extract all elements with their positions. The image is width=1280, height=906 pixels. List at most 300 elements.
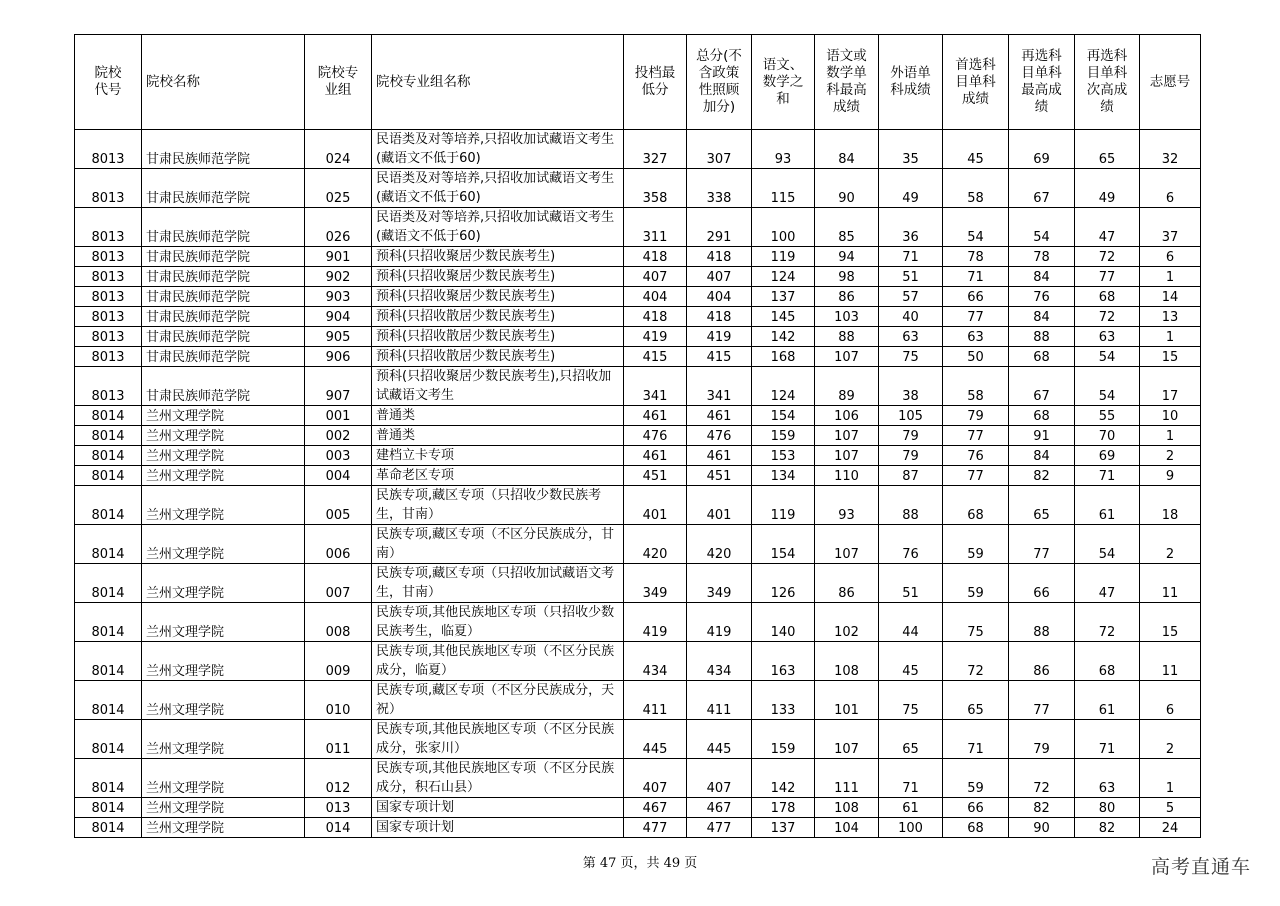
column-header-text: 语文或 bbox=[826, 48, 867, 64]
cell-code: 8014 bbox=[75, 525, 142, 564]
cell-total: 291 bbox=[687, 208, 752, 247]
cell-re-high: 76 bbox=[1009, 287, 1075, 307]
table-row bbox=[75, 603, 1201, 642]
cell-re-second: 68 bbox=[1075, 287, 1140, 307]
cell-first: 78 bbox=[943, 247, 1009, 267]
cell-group: 905 bbox=[305, 327, 372, 347]
cell-name: 民族专项,其他民族地区专项（不区分民族成分，临夏） bbox=[372, 642, 624, 681]
cell-min: 401 bbox=[624, 486, 687, 525]
cell-min: 451 bbox=[624, 466, 687, 486]
cell-school: 兰州文理学院 bbox=[142, 759, 305, 798]
cell-total: 461 bbox=[687, 446, 752, 466]
cell-cm: 159 bbox=[752, 720, 815, 759]
column-header-text: 成绩 bbox=[833, 99, 860, 115]
cell-first: 66 bbox=[943, 798, 1009, 818]
cell-min: 418 bbox=[624, 247, 687, 267]
cell-school: 甘肃民族师范学院 bbox=[142, 208, 305, 247]
cell-single: 107 bbox=[815, 720, 879, 759]
cell-single: 106 bbox=[815, 406, 879, 426]
cell-first: 54 bbox=[943, 208, 1009, 247]
cell-first: 65 bbox=[943, 681, 1009, 720]
cell-single: 93 bbox=[815, 486, 879, 525]
column-header-text: 志愿号 bbox=[1149, 73, 1191, 90]
cell-re-second: 77 bbox=[1075, 267, 1140, 287]
cell-min: 419 bbox=[624, 603, 687, 642]
cell-total: 307 bbox=[687, 130, 752, 169]
cell-foreign: 105 bbox=[879, 406, 943, 426]
cell-re-second: 82 bbox=[1075, 818, 1140, 838]
column-header-text: 次高成 bbox=[1086, 82, 1128, 98]
cell-name: 预科(只招收散居少数民族考生) bbox=[372, 347, 624, 367]
cell-first: 77 bbox=[943, 466, 1009, 486]
cell-total: 445 bbox=[687, 720, 752, 759]
cell-code: 8014 bbox=[75, 681, 142, 720]
cell-code: 8014 bbox=[75, 426, 142, 446]
column-header-text: 投档最 bbox=[634, 65, 676, 81]
cell-name: 预科(只招收散居少数民族考生) bbox=[372, 307, 624, 327]
cell-first: 77 bbox=[943, 426, 1009, 446]
cell-total: 419 bbox=[687, 603, 752, 642]
cell-cm: 142 bbox=[752, 327, 815, 347]
cell-first: 79 bbox=[943, 406, 1009, 426]
cell-cm: 119 bbox=[752, 247, 815, 267]
table-row bbox=[75, 525, 1201, 564]
cell-cm: 93 bbox=[752, 130, 815, 169]
cell-foreign: 71 bbox=[879, 759, 943, 798]
cell-name: 民族专项,藏区专项（不区分民族成分，甘南） bbox=[372, 525, 624, 564]
cell-first: 68 bbox=[943, 818, 1009, 838]
cell-first: 71 bbox=[943, 267, 1009, 287]
cell-cm: 178 bbox=[752, 798, 815, 818]
cell-school: 甘肃民族师范学院 bbox=[142, 247, 305, 267]
column-header bbox=[1140, 35, 1201, 130]
cell-single: 102 bbox=[815, 603, 879, 642]
cell-re-high: 86 bbox=[1009, 642, 1075, 681]
cell-first: 59 bbox=[943, 759, 1009, 798]
cell-foreign: 61 bbox=[879, 798, 943, 818]
cell-re-second: 71 bbox=[1075, 720, 1140, 759]
cell-name: 民族专项,藏区专项（不区分民族成分，天祝） bbox=[372, 681, 624, 720]
cell-school: 甘肃民族师范学院 bbox=[142, 327, 305, 347]
cell-foreign: 100 bbox=[879, 818, 943, 838]
cell-re-high: 90 bbox=[1009, 818, 1075, 838]
cell-total: 461 bbox=[687, 406, 752, 426]
column-header-text: 院校名称 bbox=[146, 73, 200, 90]
cell-school: 甘肃民族师范学院 bbox=[142, 367, 305, 406]
cell-total: 434 bbox=[687, 642, 752, 681]
cell-group: 902 bbox=[305, 267, 372, 287]
cell-min: 434 bbox=[624, 642, 687, 681]
cell-foreign: 51 bbox=[879, 564, 943, 603]
cell-foreign: 79 bbox=[879, 426, 943, 446]
cell-vol: 37 bbox=[1140, 208, 1201, 247]
cell-foreign: 79 bbox=[879, 446, 943, 466]
column-header-text: 语文、 bbox=[762, 56, 804, 73]
cell-school: 兰州文理学院 bbox=[142, 564, 305, 603]
cell-group: 009 bbox=[305, 642, 372, 681]
cell-vol: 32 bbox=[1140, 130, 1201, 169]
column-header bbox=[752, 35, 815, 130]
cell-re-high: 67 bbox=[1009, 367, 1075, 406]
cell-total: 411 bbox=[687, 681, 752, 720]
cell-re-second: 54 bbox=[1075, 347, 1140, 367]
cell-group: 012 bbox=[305, 759, 372, 798]
cell-min: 407 bbox=[624, 267, 687, 287]
cell-name: 革命老区专项 bbox=[372, 466, 624, 486]
cell-re-second: 72 bbox=[1075, 603, 1140, 642]
column-header-text: 院校专业组名称 bbox=[376, 73, 471, 90]
table-row bbox=[75, 130, 1201, 169]
cell-group: 026 bbox=[305, 208, 372, 247]
cell-school: 甘肃民族师范学院 bbox=[142, 347, 305, 367]
cell-cm: 154 bbox=[752, 525, 815, 564]
column-header bbox=[815, 35, 879, 130]
cell-first: 76 bbox=[943, 446, 1009, 466]
cell-vol: 15 bbox=[1140, 603, 1201, 642]
watermark: 高考直通车 bbox=[1150, 856, 1251, 878]
cell-single: 107 bbox=[815, 426, 879, 446]
cell-foreign: 87 bbox=[879, 466, 943, 486]
cell-code: 8013 bbox=[75, 208, 142, 247]
cell-single: 107 bbox=[815, 347, 879, 367]
column-header-text: 最高成 bbox=[1021, 82, 1062, 98]
cell-re-high: 84 bbox=[1009, 267, 1075, 287]
cell-single: 108 bbox=[815, 798, 879, 818]
cell-single: 86 bbox=[815, 287, 879, 307]
cell-name: 民族专项,其他民族地区专项（只招收少数民族考生，临夏） bbox=[372, 603, 624, 642]
cell-cm: 119 bbox=[752, 486, 815, 525]
cell-school: 甘肃民族师范学院 bbox=[142, 130, 305, 169]
cell-total: 349 bbox=[687, 564, 752, 603]
cell-group: 907 bbox=[305, 367, 372, 406]
cell-re-second: 63 bbox=[1075, 759, 1140, 798]
table-row bbox=[75, 406, 1201, 426]
cell-re-high: 82 bbox=[1009, 798, 1075, 818]
cell-code: 8013 bbox=[75, 247, 142, 267]
column-header-text: 成绩 bbox=[962, 90, 989, 107]
column-header-text: 科成绩 bbox=[890, 82, 931, 98]
column-header-text: 再选科 bbox=[1021, 48, 1062, 64]
cell-vol: 1 bbox=[1140, 426, 1201, 446]
cell-school: 甘肃民族师范学院 bbox=[142, 169, 305, 208]
cell-foreign: 40 bbox=[879, 307, 943, 327]
cell-name: 民语类及对等培养,只招收加试藏语文考生(藏语文不低于60) bbox=[372, 169, 624, 208]
cell-first: 59 bbox=[943, 525, 1009, 564]
cell-vol: 24 bbox=[1140, 818, 1201, 838]
cell-group: 001 bbox=[305, 406, 372, 426]
cell-total: 401 bbox=[687, 486, 752, 525]
cell-cm: 137 bbox=[752, 287, 815, 307]
cell-first: 45 bbox=[943, 130, 1009, 169]
cell-name: 民族专项,其他民族地区专项（不区分民族成分，积石山县） bbox=[372, 759, 624, 798]
cell-total: 418 bbox=[687, 307, 752, 327]
cell-foreign: 57 bbox=[879, 287, 943, 307]
cell-code: 8013 bbox=[75, 307, 142, 327]
cell-cm: 115 bbox=[752, 169, 815, 208]
cell-vol: 11 bbox=[1140, 642, 1201, 681]
cell-foreign: 71 bbox=[879, 247, 943, 267]
cell-total: 338 bbox=[687, 169, 752, 208]
cell-total: 407 bbox=[687, 759, 752, 798]
cell-vol: 1 bbox=[1140, 267, 1201, 287]
column-header-text: 绩 bbox=[1034, 99, 1049, 115]
cell-code: 8014 bbox=[75, 818, 142, 838]
cell-code: 8013 bbox=[75, 367, 142, 406]
cell-name: 国家专项计划 bbox=[372, 818, 624, 838]
cell-school: 兰州文理学院 bbox=[142, 446, 305, 466]
cell-foreign: 51 bbox=[879, 267, 943, 287]
cell-foreign: 38 bbox=[879, 367, 943, 406]
cell-re-second: 54 bbox=[1075, 367, 1140, 406]
cell-first: 66 bbox=[943, 287, 1009, 307]
column-header-text: 院校 bbox=[94, 65, 122, 81]
cell-re-second: 65 bbox=[1075, 130, 1140, 169]
cell-school: 兰州文理学院 bbox=[142, 681, 305, 720]
cell-re-high: 79 bbox=[1009, 720, 1075, 759]
cell-re-second: 63 bbox=[1075, 327, 1140, 347]
cell-min: 311 bbox=[624, 208, 687, 247]
cell-code: 8013 bbox=[75, 347, 142, 367]
cell-re-second: 72 bbox=[1075, 247, 1140, 267]
cell-min: 349 bbox=[624, 564, 687, 603]
cell-re-high: 68 bbox=[1009, 347, 1075, 367]
table-row bbox=[75, 466, 1201, 486]
cell-vol: 15 bbox=[1140, 347, 1201, 367]
cell-first: 50 bbox=[943, 347, 1009, 367]
cell-re-second: 47 bbox=[1075, 208, 1140, 247]
cell-group: 010 bbox=[305, 681, 372, 720]
cell-min: 467 bbox=[624, 798, 687, 818]
cell-foreign: 49 bbox=[879, 169, 943, 208]
cell-foreign: 75 bbox=[879, 347, 943, 367]
cell-code: 8013 bbox=[75, 169, 142, 208]
cell-foreign: 44 bbox=[879, 603, 943, 642]
cell-total: 415 bbox=[687, 347, 752, 367]
cell-single: 107 bbox=[815, 446, 879, 466]
cell-min: 341 bbox=[624, 367, 687, 406]
cell-foreign: 76 bbox=[879, 525, 943, 564]
table-row bbox=[75, 327, 1201, 347]
cell-min: 327 bbox=[624, 130, 687, 169]
column-header-text: 科最高 bbox=[826, 82, 867, 98]
cell-code: 8014 bbox=[75, 603, 142, 642]
cell-code: 8013 bbox=[75, 327, 142, 347]
table-row bbox=[75, 818, 1201, 838]
cell-total: 419 bbox=[687, 327, 752, 347]
cell-foreign: 75 bbox=[879, 681, 943, 720]
table-row bbox=[75, 426, 1201, 446]
table-row bbox=[75, 564, 1201, 603]
cell-first: 77 bbox=[943, 307, 1009, 327]
cell-re-second: 72 bbox=[1075, 307, 1140, 327]
cell-name: 普通类 bbox=[372, 426, 624, 446]
column-header bbox=[372, 35, 624, 130]
cell-group: 003 bbox=[305, 446, 372, 466]
column-header bbox=[1075, 35, 1140, 130]
table-row bbox=[75, 720, 1201, 759]
cell-group: 005 bbox=[305, 486, 372, 525]
cell-vol: 18 bbox=[1140, 486, 1201, 525]
column-header bbox=[943, 35, 1009, 130]
cell-single: 89 bbox=[815, 367, 879, 406]
cell-total: 418 bbox=[687, 247, 752, 267]
table-row bbox=[75, 307, 1201, 327]
cell-re-high: 69 bbox=[1009, 130, 1075, 169]
cell-vol: 14 bbox=[1140, 287, 1201, 307]
cell-single: 108 bbox=[815, 642, 879, 681]
cell-vol: 1 bbox=[1140, 759, 1201, 798]
cell-cm: 163 bbox=[752, 642, 815, 681]
cell-code: 8014 bbox=[75, 406, 142, 426]
cell-group: 025 bbox=[305, 169, 372, 208]
cell-vol: 10 bbox=[1140, 406, 1201, 426]
column-header-text: 院校专 bbox=[317, 65, 359, 81]
cell-min: 404 bbox=[624, 287, 687, 307]
cell-min: 418 bbox=[624, 307, 687, 327]
cell-first: 63 bbox=[943, 327, 1009, 347]
cell-foreign: 35 bbox=[879, 130, 943, 169]
cell-school: 甘肃民族师范学院 bbox=[142, 267, 305, 287]
cell-cm: 140 bbox=[752, 603, 815, 642]
cell-school: 甘肃民族师范学院 bbox=[142, 307, 305, 327]
cell-re-high: 77 bbox=[1009, 681, 1075, 720]
cell-vol: 13 bbox=[1140, 307, 1201, 327]
cell-re-high: 78 bbox=[1009, 247, 1075, 267]
cell-school: 兰州文理学院 bbox=[142, 466, 305, 486]
cell-first: 75 bbox=[943, 603, 1009, 642]
cell-min: 407 bbox=[624, 759, 687, 798]
cell-name: 预科(只招收聚居少数民族考生) bbox=[372, 247, 624, 267]
cell-first: 58 bbox=[943, 367, 1009, 406]
cell-code: 8014 bbox=[75, 720, 142, 759]
table-body bbox=[75, 130, 1201, 838]
cell-re-high: 91 bbox=[1009, 426, 1075, 446]
cell-re-high: 84 bbox=[1009, 307, 1075, 327]
cell-group: 903 bbox=[305, 287, 372, 307]
cell-group: 011 bbox=[305, 720, 372, 759]
cell-first: 71 bbox=[943, 720, 1009, 759]
cell-school: 兰州文理学院 bbox=[142, 486, 305, 525]
cell-code: 8014 bbox=[75, 486, 142, 525]
cell-single: 107 bbox=[815, 525, 879, 564]
table-row bbox=[75, 247, 1201, 267]
cell-group: 004 bbox=[305, 466, 372, 486]
cell-group: 002 bbox=[305, 426, 372, 446]
cell-cm: 124 bbox=[752, 367, 815, 406]
column-header-text: 再选科 bbox=[1086, 48, 1128, 64]
cell-name: 预科(只招收散居少数民族考生) bbox=[372, 327, 624, 347]
cell-re-second: 70 bbox=[1075, 426, 1140, 446]
cell-cm: 100 bbox=[752, 208, 815, 247]
cell-foreign: 65 bbox=[879, 720, 943, 759]
column-header-text: 总分(不 bbox=[696, 48, 742, 64]
table-row bbox=[75, 287, 1201, 307]
column-header-text: 低分 bbox=[641, 82, 669, 98]
column-header bbox=[75, 35, 142, 130]
column-header bbox=[687, 35, 752, 130]
cell-code: 8014 bbox=[75, 446, 142, 466]
cell-foreign: 88 bbox=[879, 486, 943, 525]
cell-re-second: 71 bbox=[1075, 466, 1140, 486]
cell-code: 8014 bbox=[75, 759, 142, 798]
cell-group: 906 bbox=[305, 347, 372, 367]
cell-vol: 6 bbox=[1140, 681, 1201, 720]
cell-foreign: 63 bbox=[879, 327, 943, 347]
cell-min: 476 bbox=[624, 426, 687, 446]
cell-first: 72 bbox=[943, 642, 1009, 681]
cell-re-high: 54 bbox=[1009, 208, 1075, 247]
page-number: 第 47 页，共 49 页 bbox=[582, 856, 698, 871]
column-header-text: 和 bbox=[776, 90, 790, 107]
cell-re-second: 47 bbox=[1075, 564, 1140, 603]
column-header-text: 代号 bbox=[94, 82, 122, 98]
column-header-text: 目单科 bbox=[955, 73, 996, 90]
cell-re-high: 77 bbox=[1009, 525, 1075, 564]
cell-name: 民语类及对等培养,只招收加试藏语文考生(藏语文不低于60) bbox=[372, 130, 624, 169]
cell-foreign: 36 bbox=[879, 208, 943, 247]
cell-single: 85 bbox=[815, 208, 879, 247]
table-row bbox=[75, 446, 1201, 466]
cell-name: 民语类及对等培养,只招收加试藏语文考生(藏语文不低于60) bbox=[372, 208, 624, 247]
cell-vol: 2 bbox=[1140, 525, 1201, 564]
cell-group: 007 bbox=[305, 564, 372, 603]
cell-first: 59 bbox=[943, 564, 1009, 603]
cell-total: 407 bbox=[687, 267, 752, 287]
cell-cm: 137 bbox=[752, 818, 815, 838]
column-header-text: 性照顾 bbox=[698, 82, 740, 98]
cell-name: 建档立卡专项 bbox=[372, 446, 624, 466]
cell-school: 兰州文理学院 bbox=[142, 406, 305, 426]
cell-school: 兰州文理学院 bbox=[142, 426, 305, 446]
header-row bbox=[75, 35, 1201, 130]
cell-re-second: 49 bbox=[1075, 169, 1140, 208]
cell-cm: 134 bbox=[752, 466, 815, 486]
cell-total: 476 bbox=[687, 426, 752, 446]
cell-re-high: 88 bbox=[1009, 603, 1075, 642]
cell-re-high: 65 bbox=[1009, 486, 1075, 525]
cell-re-second: 69 bbox=[1075, 446, 1140, 466]
cell-code: 8013 bbox=[75, 267, 142, 287]
cell-re-second: 54 bbox=[1075, 525, 1140, 564]
cell-group: 006 bbox=[305, 525, 372, 564]
cell-school: 兰州文理学院 bbox=[142, 525, 305, 564]
cell-vol: 1 bbox=[1140, 327, 1201, 347]
cell-group: 014 bbox=[305, 818, 372, 838]
cell-school: 兰州文理学院 bbox=[142, 642, 305, 681]
cell-code: 8013 bbox=[75, 287, 142, 307]
cell-vol: 5 bbox=[1140, 798, 1201, 818]
cell-vol: 11 bbox=[1140, 564, 1201, 603]
cell-name: 民族专项,其他民族地区专项（不区分民族成分，张家川） bbox=[372, 720, 624, 759]
cell-school: 兰州文理学院 bbox=[142, 798, 305, 818]
cell-min: 419 bbox=[624, 327, 687, 347]
cell-min: 358 bbox=[624, 169, 687, 208]
cell-group: 901 bbox=[305, 247, 372, 267]
cell-single: 110 bbox=[815, 466, 879, 486]
cell-vol: 2 bbox=[1140, 446, 1201, 466]
cell-vol: 2 bbox=[1140, 720, 1201, 759]
cell-min: 477 bbox=[624, 818, 687, 838]
cell-first: 58 bbox=[943, 169, 1009, 208]
column-header bbox=[879, 35, 943, 130]
cell-group: 013 bbox=[305, 798, 372, 818]
table-row bbox=[75, 208, 1201, 247]
table-row bbox=[75, 486, 1201, 525]
cell-re-high: 68 bbox=[1009, 406, 1075, 426]
cell-code: 8014 bbox=[75, 466, 142, 486]
cell-re-high: 84 bbox=[1009, 446, 1075, 466]
cell-total: 420 bbox=[687, 525, 752, 564]
